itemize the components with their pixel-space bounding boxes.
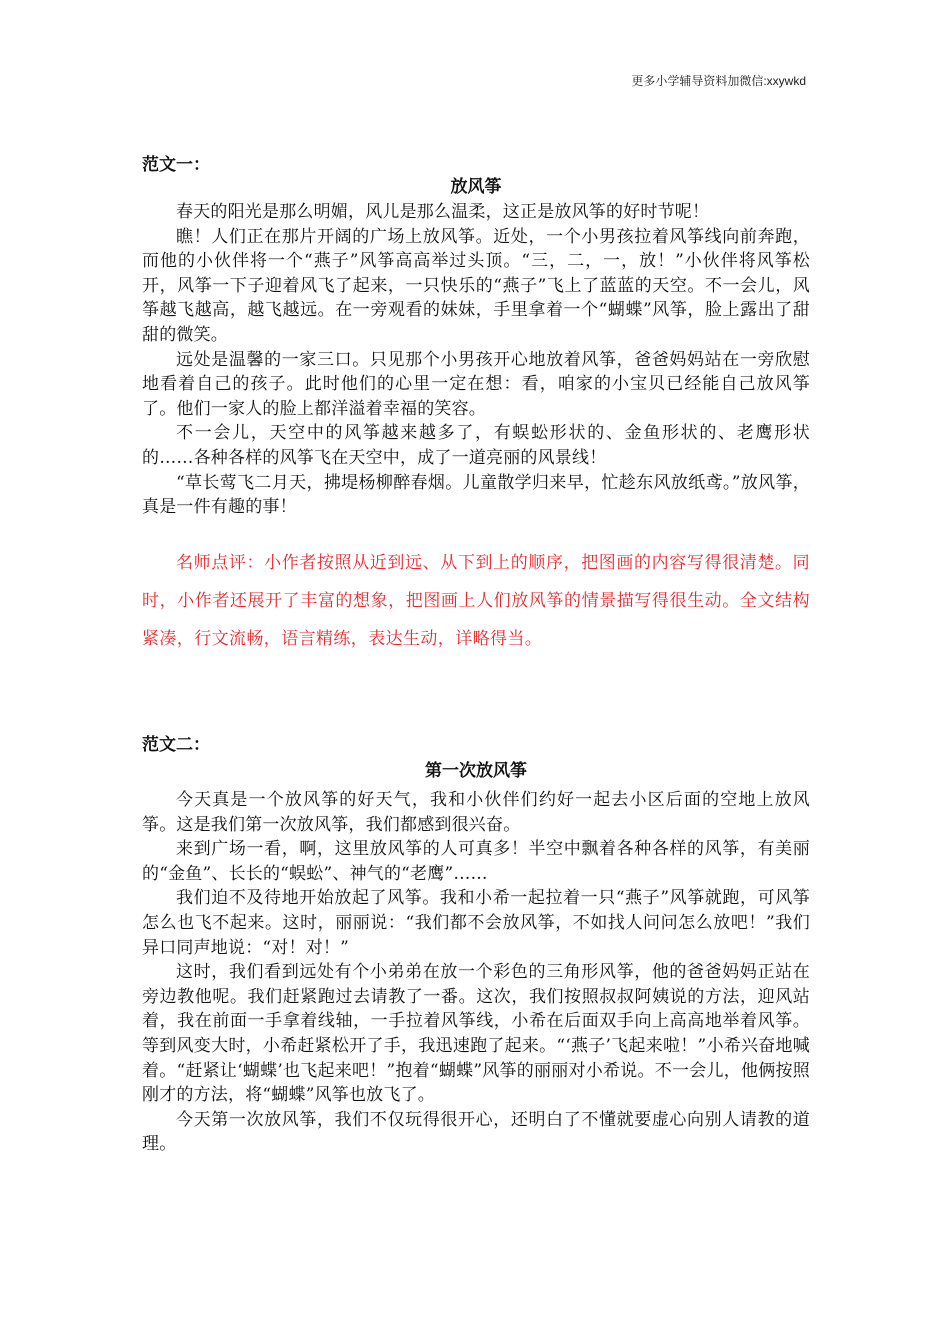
article-two [142, 730, 810, 1157]
paragraph: 这时，我们看到远处有个小弟弟在放一个彩色的三角形风筝，他的爸爸妈妈正站在旁边教他呢。我们赶紧跑过去请教了一番。这次，我们按照叔叔阿姨说的方法，迎风站着，我在前面一手拿着线轴，一手拉着风筝线，小希在后面双手向上高高地举着风筝。等到风变大时，小希赶紧松开了手，我迅速跑了起来。“‘燕子’飞起来啦！”小希兴奋地喊着。“赶紧让‘蝴蝶’也飞起来吧！”抱着“蝴蝶”风筝的丽丽对小希说。不一会儿，他俩按照刚才的方法，将“蝴蝶”风筝也放飞了。 [142, 962, 810, 1106]
paragraph: 我们迫不及待地开始放起了风筝。我和小希一起拉着一只“燕子”风筝就跑，可风筝怎么也飞不起来。这时，丽丽说：“我们都不会放风筝，不如找人问问怎么放吧！”我们异口同声地说：“对！对！” [142, 888, 810, 958]
header-note: 更多小学辅导资料加微信:xxywkd [631, 74, 806, 88]
paragraph: “草长莺飞二月天，拂堤杨柳醉春烟。儿童散学归来早，忙趁东风放纸鸢。”放风筝，真是一件有趣的事！ [142, 472, 810, 518]
paragraph: 今天第一次放风筝，我们不仅玩得很开心，还明白了不懂就要虚心向别人请教的道理。 [142, 1109, 810, 1155]
paragraph: 春天的阳光是那么明媚，风儿是那么温柔，这正是放风筝的好时节呢！ [176, 202, 710, 222]
article-title: 放风筝 [450, 177, 502, 197]
paragraph: 不一会儿，天空中的风筝越来越多了，有蜈蚣形状的、金鱼形状的、老鹰形状的……各种各样的风筝飞在天空中，成了一道亮丽的风景线！ [142, 423, 810, 468]
teacher-comment: 名师点评：小作者按照从近到远、从下到上的顺序，把图画的内容写得很清楚。同时，小作者还展开了丰富的想象，把图画上人们放风筝的情景描写得很生动。全文结构紧凑，行文流畅，语言精练，表达生动，详略得当。 [142, 552, 810, 649]
paragraph: 来到广场一看，啊，这里放风筝的人可真多！半空中飘着各种各样的风筝，有美丽的“金鱼”、长长的“蜈蚣”、神气的“老鹰”…… [142, 839, 810, 884]
article-title: 第一次放风筝 [425, 761, 527, 781]
paragraph: 远处是温馨的一家三口。只见那个小男孩开心地放着风筝，爸爸妈妈站在一旁欣慰地看着自己的孩子。此时他们的心里一定在想：看，咱家的小宝贝已经能自己放风筝了。他们一家人的脸上都洋溢着幸福的笑容。 [142, 349, 810, 419]
paragraph: 今天真是一个放风筝的好天气，我和小伙伴们约好一起去小区后面的空地上放风筝。这是我们第一次放风筝，我们都感到很兴奋。 [142, 790, 810, 835]
article-label: 范文二： [142, 735, 210, 755]
article-label: 范文一： [142, 155, 210, 175]
paragraph: 瞧！人们正在那片开阔的广场上放风筝。近处，一个小男孩拉着风筝线向前奔跑，而他的小伙伴将一个“燕子”风筝高高举过头顶。“三，二，一，放！”小伙伴将风筝松开，风筝一下子迎着风飞了起来，一只快乐的“燕子”飞上了蓝蓝的天空。不一会儿，风筝越飞越高，越飞越远。在一旁观看的妹妹，手里拿着一个“蝴蝶”风筝，脸上露出了甜甜的微笑。 [142, 226, 810, 345]
article-one [142, 150, 810, 658]
